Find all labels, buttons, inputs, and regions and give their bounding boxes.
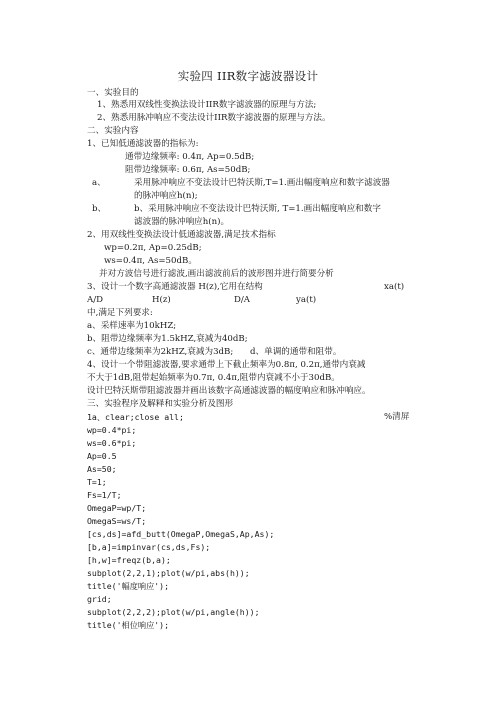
text-line: wp=0.2π, Ap=0.25dB; [104, 243, 202, 253]
text-line: 并对方波信号进行滤波,画出滤波前后的波形图并进行简要分析 [99, 269, 334, 279]
code-line: [cs,ds]=afd_butt(OmegaP,OmegaS,Ap,As); [87, 529, 275, 539]
text-line: 通带边缘频率: 0.4π, Ap=0.5dB; [125, 152, 255, 162]
code-line: title('相位响应'); [87, 620, 170, 630]
text-line: 2、用双线性变换法设计低通滤波器,满足技术指标 [87, 230, 276, 240]
text-line: 1、已知低通滤波器的指标为: [87, 139, 199, 149]
text-line: c、通带边缘频率为2kHZ,衰减为3dB; [87, 347, 234, 357]
text-line: 不大于1dB,阻带起始频率为0.7π, 0.4π,阻带内衰减不小于30dB。 [87, 373, 340, 383]
text-line: 1、熟悉用双线性变换法设计IIR数字滤波器的原理与方法; [97, 100, 317, 110]
code-line: OmegaS=ws/T; [87, 516, 147, 526]
signal-label: ya(t) [296, 295, 317, 305]
code-line: title('幅度响应'); [87, 581, 170, 591]
code-line: subplot(2,2,2);plot(w/pi,angle(h)); [87, 607, 260, 617]
text-line: d、单调的通带和阻带。 [250, 347, 342, 357]
code-comment: %清屏 [384, 412, 410, 422]
section-heading: 二、实验内容 [87, 126, 139, 136]
section-heading: 一、实验目的 [87, 88, 139, 98]
text-line: a、采样速率为10kHZ; [87, 321, 177, 331]
block-label: A/D [87, 295, 103, 305]
text-line: 设计巴特沃斯带阻滤波器并画出该数字高通滤波器的幅度响应和脉冲响应。 [87, 386, 371, 396]
text-line: 4、设计一个带阻滤波器,要求通带上下截止频率为0.8π, 0.2π,通带内衰减 [87, 360, 366, 370]
code-line: T=1; [87, 477, 107, 487]
code-line: As=50; [87, 464, 117, 474]
signal-label: xa(t) [384, 282, 405, 292]
text-line: 阻带边缘频率: 0.6π, As=50dB; [125, 165, 251, 175]
code-line: 1a、clear;close all; [87, 412, 184, 422]
document-title: 实验四 IIR数字滤波器设计 [177, 69, 319, 83]
text-line: 滤波器的脉冲响应h(n)。 [134, 217, 230, 227]
text-line: 中,满足下列要求: [87, 308, 153, 318]
block-label: H(z) [152, 295, 171, 305]
code-line: subplot(2,2,1);plot(w/pi,abs(h)); [87, 568, 250, 578]
list-marker: b、 [92, 204, 107, 214]
code-line: [b,a]=impinvar(cs,ds,Fs); [87, 542, 211, 552]
code-line: Fs=1/T; [87, 490, 122, 500]
text-line: 3、设计一个数字高通滤波器 H(z),它用在结构 [87, 282, 263, 292]
text-line: b、阻带边缘频率为1.5kHZ,衰减为40dB; [87, 334, 248, 344]
code-line: [h,w]=freqz(b,a); [87, 555, 171, 565]
text-line: 的脉冲响应h(n); [134, 191, 198, 201]
code-line: OmegaP=wp/T; [87, 503, 147, 513]
text-line: b、采用脉冲响应不变法设计巴特沃斯, T=1.画出幅度响应和数字 [134, 204, 381, 214]
text-line: 2、熟悉用脉冲响应不变法设计IIR数字滤波器的原理与方法。 [97, 113, 331, 123]
code-line: grid; [87, 594, 112, 604]
code-line: ws=0.6*pi; [87, 438, 137, 448]
code-line: Ap=0.5 [87, 451, 117, 461]
text-line: 采用脉冲响应不变法设计巴特沃斯,T=1.画出幅度响应和数字滤波器 [134, 178, 390, 188]
code-line: wp=0.4*pi; [87, 425, 137, 435]
text-line: ws=0.4π, As=50dB。 [104, 256, 197, 266]
list-marker: a、 [92, 178, 106, 188]
block-label: D/A [234, 295, 250, 305]
section-heading: 三、实验程序及解释和实验分析及图形 [87, 399, 234, 409]
